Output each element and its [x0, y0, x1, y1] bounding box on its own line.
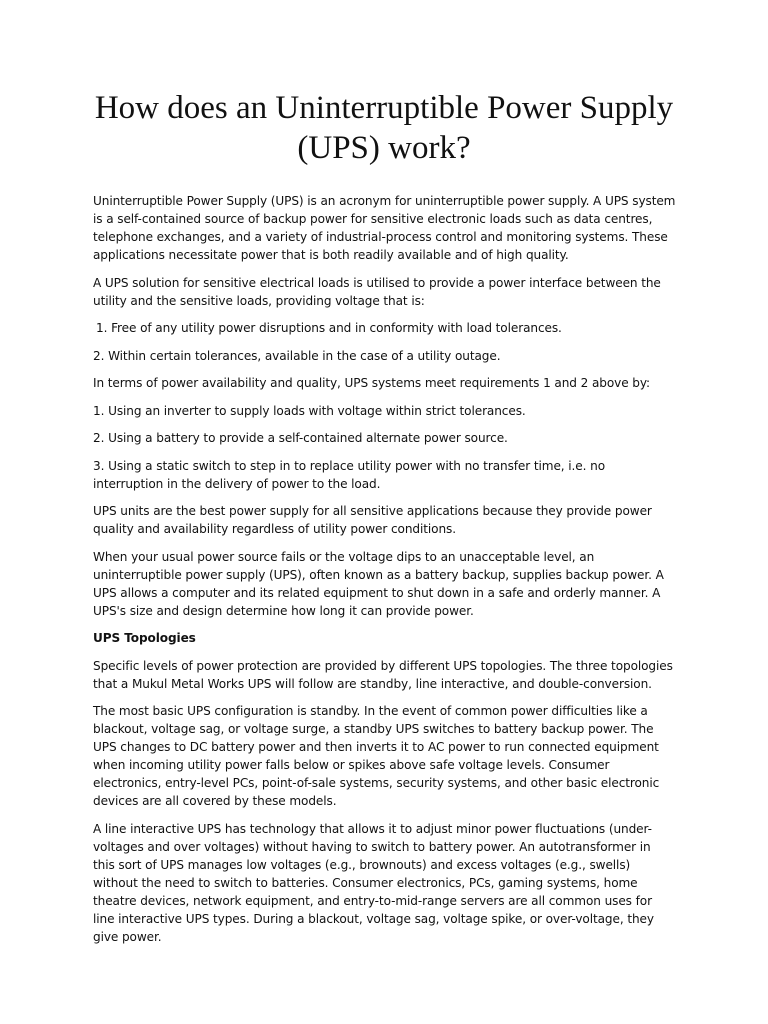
paragraph-topologies: Specific levels of power protection are provided by different UPS topologies. The three topologies that a Mukul Metal Works UPS will follow are standby, line interactive, and double-conversion.: [93, 658, 673, 691]
list-item-requirement-2: 2. Within certain tolerances, available in the case of a utility outage.: [93, 348, 501, 363]
paragraph-solution: A UPS solution for sensitive electrical loads is utilised to provide a power interface between the utility and the sensitive loads, providing voltage that is:: [93, 275, 661, 308]
section-heading-topologies: UPS Topologies: [93, 631, 196, 645]
list-item-requirement-1: 1. Free of any utility power disruptions and in conformity with load tolerances.: [96, 321, 562, 335]
list-item-method-2: 2. Using a battery to provide a self-contained alternate power source.: [93, 431, 508, 445]
document-body: [93, 192, 676, 955]
list-item-method-1: 1. Using an inverter to supply loads with voltage within strict tolerances.: [93, 403, 526, 418]
paragraph-requirements-intro: In terms of power availability and quality, UPS systems meet requirements 1 and 2 above by:: [93, 376, 651, 390]
paragraph-standby: The most basic UPS configuration is standby. In the event of common power difficulties like a blackout, voltage sag, or voltage surge, a standby UPS switches to battery backup power. The UPS changes to DC battery power and then inverts it to AC power to run connected equipment when incoming utility power falls below or spikes above safe voltage levels. Consumer electronics, entry-level PCs, point-of-sale systems, security systems, and other basic electronic devices are all covered by these models.: [93, 704, 660, 808]
paragraph-intro: Uninterruptible Power Supply (UPS) is an acronym for uninterruptible power supply. A UPS system is a self-contained source of backup power for sensitive electronic loads such as data centres, telephone exchanges, and a variety of industrial-process control and monitoring systems. These applications necessitate power that is both readily available and of high quality.: [93, 194, 676, 262]
paragraph-usual-power: When your usual power source fails or the voltage dips to an unacceptable level, an uninterruptible power supply (UPS), often known as a battery backup, supplies backup power. A UPS allows a computer and its related equipment to shut down in a safe and orderly manner. A UPS's size and design determine how long it can provide power.: [93, 549, 664, 618]
paragraph-best-supply: UPS units are the best power supply for all sensitive applications because they provide power quality and availability regardless of utility power conditions.: [93, 504, 652, 536]
list-item-method-3: 3. Using a static switch to step in to replace utility power with no transfer time, i.e. no interruption in the delivery of power to the load.: [93, 458, 605, 491]
paragraph-line-interactive: A line interactive UPS has technology that allows it to adjust minor power fluctuations (under-voltages and over voltages) without having to switch to battery power. An autotransformer in this sort of UPS manages low voltages (e.g., brownouts) and excess voltages (e.g., swells) without the need to switch to batteries. Consumer electronics, PCs, gaming systems, home theatre devices, network equipment, and entry-to-mid-range servers are all common uses for line interactive UPS types. During a blackout, voltage sag, voltage spike, or over-voltage, they give power.: [93, 821, 654, 944]
page-title: How does an Uninterruptible Power Supply (UPS) work?: [94, 90, 674, 166]
